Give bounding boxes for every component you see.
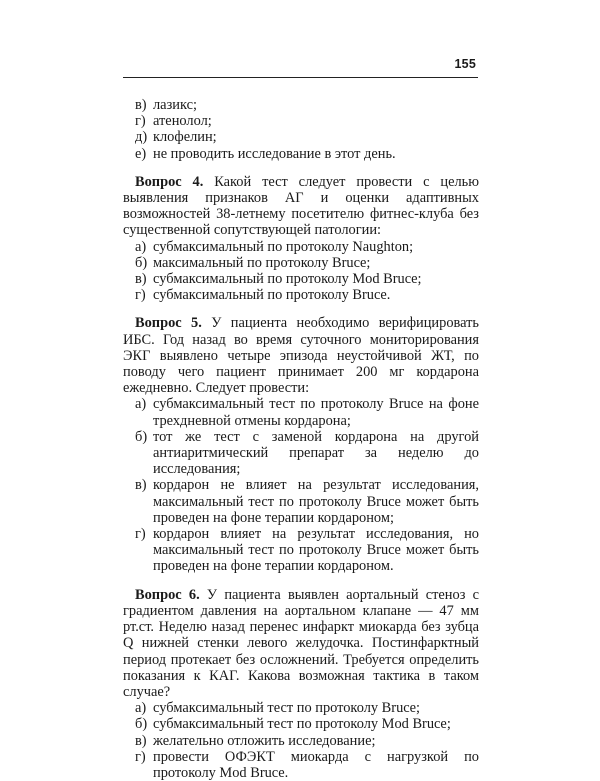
option-item [135, 113, 479, 129]
option-marker: в) [135, 97, 147, 113]
option-text: атенолол; [153, 113, 212, 130]
option-item [135, 396, 479, 428]
question-body: У пациента необходимо верифицировать ИБС. Год назад во время суточного мониторирования ЭКГ выявлено четыре эпизода неустойчивой ЖТ, по поводу чего пациент принимает 200 мг кордарона ежедневно. Следует провести: [123, 315, 479, 397]
option-item [135, 255, 479, 271]
option-item [135, 271, 479, 287]
option-text: субмаксимальный тест по протоколу Mod Bruce; [153, 716, 451, 733]
header-rule [123, 77, 478, 78]
option-item [135, 287, 479, 303]
option-text: тот же тест с заменой кордарона на другой антиаритмический препарат за неделю до исследования; [153, 428, 479, 478]
option-text: субмаксимальный по протоколу Naughton; [153, 238, 414, 255]
option-text: провести ОФЭКТ миокарда с нагрузкой по протоколу Mod Bruce. [153, 748, 479, 781]
option-text: лазикс; [153, 97, 197, 113]
option-marker: а) [135, 238, 147, 255]
question-options [123, 396, 479, 574]
previous-question-options [123, 97, 479, 162]
question-label: Вопрос 5. [135, 315, 202, 332]
option-marker: д) [135, 129, 148, 146]
option-marker: г) [135, 113, 146, 130]
option-marker: в) [135, 271, 147, 288]
question-body: У пациента выявлен аортальный стеноз с градиентом давления на аортальном клапане — 47 мм рт.ст. Неделю назад перенес инфаркт миокарда без зубца Q нижней стенки левого желудочка. Постинфарктный период протекает без осложнений. Требуется определить показания к КАГ. Какова возможная тактика в таком случае? [123, 586, 479, 700]
option-text: максимальный по протоколу Bruce; [153, 254, 371, 271]
page-number: 155 [454, 57, 476, 71]
option-marker: в) [135, 732, 147, 749]
question-label: Вопрос 4. [135, 173, 204, 190]
option-marker: г) [135, 287, 146, 304]
option-text: субмаксимальный по протоколу Bruce. [153, 287, 391, 304]
option-text: клофелин; [153, 129, 217, 146]
question-body: Какой тест следует провести с целью выявления признаков АГ и оценки адаптивных возможностей 38-летнему посетителю фитнес-клуба без существенной сопутствующей патологии: [123, 173, 479, 239]
option-marker: е) [135, 145, 147, 162]
question-text [123, 587, 479, 700]
option-item [135, 239, 479, 255]
question-label: Вопрос 6. [135, 586, 200, 603]
option-marker: б) [135, 716, 148, 733]
option-item [135, 429, 479, 478]
option-text: субмаксимальный по протоколу Mod Bruce; [153, 271, 422, 288]
question-text [123, 315, 479, 396]
option-item [135, 146, 479, 162]
option-text: желательно отложить исследование; [153, 732, 376, 749]
question-4 [123, 174, 479, 304]
option-marker: б) [135, 254, 148, 271]
option-marker: а) [135, 396, 147, 413]
option-marker: г) [135, 526, 146, 543]
option-item [135, 733, 479, 749]
question-options [123, 239, 479, 304]
option-item [135, 129, 479, 145]
page-body [123, 97, 479, 781]
question-6 [123, 587, 479, 781]
option-marker: а) [135, 700, 147, 717]
option-text: субмаксимальный тест по протоколу Bruce; [153, 700, 421, 717]
option-marker: г) [135, 748, 146, 765]
option-text: кордарон не влияет на результат исследования, максимальный тест по протоколу Bruce может быть проведен на фоне терапии кордароном; [153, 477, 479, 526]
question-5 [123, 315, 479, 574]
option-text: кордарон влияет на результат исследования, но максимальный тест по протоколу Bruce может быть проведен на фоне терапии кордароном. [153, 526, 479, 575]
option-text: субмаксимальный тест по протоколу Bruce на фоне трехдневной отмены кордарона; [153, 396, 479, 429]
option-marker: б) [135, 428, 148, 445]
option-item [135, 477, 479, 526]
option-item [135, 700, 479, 716]
option-item [135, 526, 479, 575]
option-marker: в) [135, 477, 147, 494]
option-item [135, 749, 479, 781]
option-text: не проводить исследование в этот день. [153, 145, 396, 162]
option-item [135, 716, 479, 732]
question-options [123, 700, 479, 781]
question-text [123, 174, 479, 239]
option-item [135, 97, 479, 113]
